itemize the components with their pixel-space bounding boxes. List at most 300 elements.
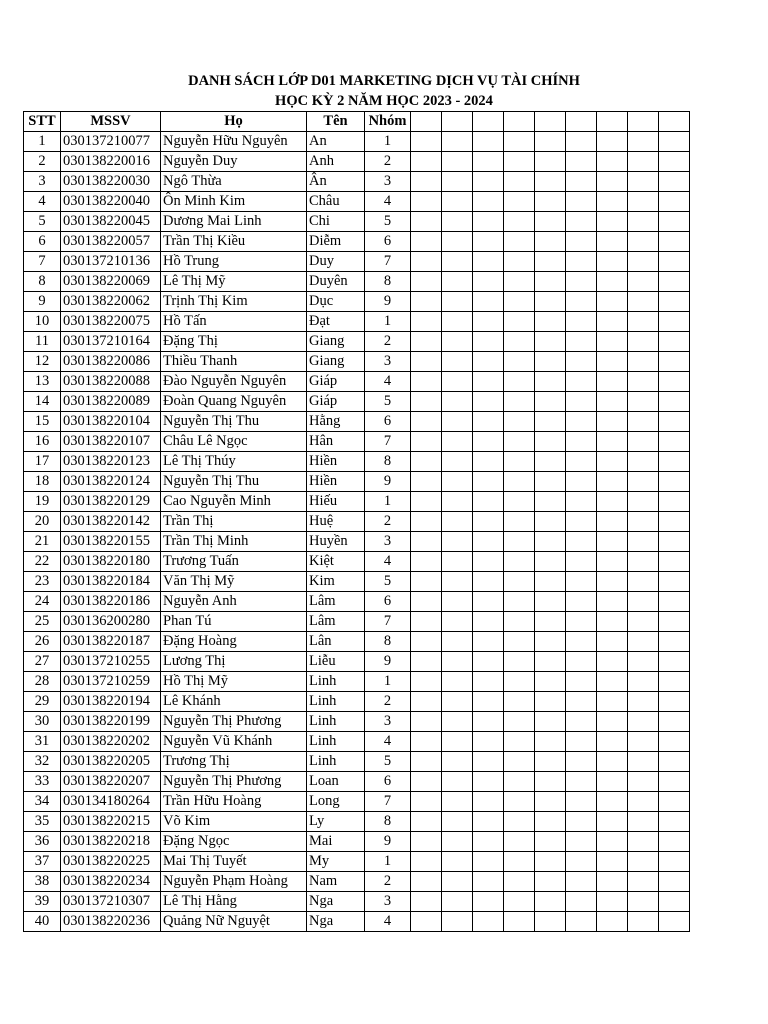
cell-ten: Nga [307, 912, 365, 932]
cell-blank [442, 192, 473, 212]
cell-nhom: 6 [365, 412, 411, 432]
table-row [24, 172, 690, 192]
cell-blank [535, 612, 566, 632]
cell-blank [442, 812, 473, 832]
cell-blank [659, 192, 690, 212]
cell-blank [504, 272, 535, 292]
cell-blank [659, 772, 690, 792]
cell-blank [411, 672, 442, 692]
cell-blank [566, 132, 597, 152]
cell-blank [659, 872, 690, 892]
cell-ho: Trần Thị Kiều [161, 232, 307, 252]
cell-stt: 37 [24, 852, 61, 872]
cell-blank [442, 712, 473, 732]
cell-blank [442, 152, 473, 172]
table-row [24, 392, 690, 412]
cell-nhom: 4 [365, 912, 411, 932]
cell-stt: 32 [24, 752, 61, 772]
cell-blank [504, 652, 535, 672]
table-header-row [24, 112, 690, 132]
cell-blank [566, 632, 597, 652]
cell-blank [504, 172, 535, 192]
cell-blank [504, 672, 535, 692]
cell-blank [566, 692, 597, 712]
cell-blank [535, 652, 566, 672]
cell-stt: 15 [24, 412, 61, 432]
cell-blank [659, 332, 690, 352]
cell-blank [628, 812, 659, 832]
cell-blank [442, 752, 473, 772]
cell-ten: Hằng [307, 412, 365, 432]
table-row [24, 472, 690, 492]
cell-blank [442, 692, 473, 712]
cell-blank [566, 152, 597, 172]
cell-blank [473, 412, 504, 432]
cell-blank [659, 272, 690, 292]
cell-blank [411, 812, 442, 832]
cell-blank [442, 572, 473, 592]
cell-blank [535, 432, 566, 452]
cell-stt: 8 [24, 272, 61, 292]
cell-blank [628, 652, 659, 672]
cell-ten: Giáp [307, 372, 365, 392]
cell-nhom: 9 [365, 652, 411, 672]
cell-blank [442, 872, 473, 892]
cell-blank [535, 172, 566, 192]
cell-blank [504, 452, 535, 472]
header-ho: Họ [161, 112, 307, 132]
cell-ho: Thiều Thanh [161, 352, 307, 372]
cell-blank [628, 292, 659, 312]
cell-blank [566, 672, 597, 692]
cell-ten: Hiền [307, 452, 365, 472]
cell-blank [597, 272, 628, 292]
cell-blank [535, 792, 566, 812]
table-row [24, 772, 690, 792]
table-row [24, 372, 690, 392]
cell-blank [628, 712, 659, 732]
cell-stt: 30 [24, 712, 61, 732]
cell-blank [628, 532, 659, 552]
cell-ten: Diễm [307, 232, 365, 252]
cell-blank [535, 312, 566, 332]
cell-stt: 38 [24, 872, 61, 892]
cell-blank [411, 552, 442, 572]
cell-blank [504, 852, 535, 872]
cell-blank [566, 412, 597, 432]
cell-ho: Nguyễn Thị Phương [161, 772, 307, 792]
cell-blank [504, 212, 535, 232]
cell-nhom: 1 [365, 492, 411, 512]
table-row [24, 892, 690, 912]
cell-mssv: 030138220040 [61, 192, 161, 212]
cell-blank [628, 832, 659, 852]
cell-blank [628, 632, 659, 652]
cell-blank [566, 212, 597, 232]
cell-ten: Duyên [307, 272, 365, 292]
cell-blank [628, 612, 659, 632]
cell-stt: 22 [24, 552, 61, 572]
cell-blank [411, 452, 442, 472]
cell-mssv: 030137210136 [61, 252, 161, 272]
cell-blank [473, 392, 504, 412]
cell-ten: Hiếu [307, 492, 365, 512]
cell-blank [473, 912, 504, 932]
cell-blank [473, 232, 504, 252]
cell-blank [535, 772, 566, 792]
cell-blank [566, 792, 597, 812]
header-blank [442, 112, 473, 132]
cell-blank [411, 312, 442, 332]
table-row [24, 872, 690, 892]
cell-blank [566, 612, 597, 632]
cell-blank [566, 432, 597, 452]
table-row [24, 592, 690, 612]
cell-blank [535, 532, 566, 552]
cell-blank [597, 412, 628, 432]
cell-blank [535, 512, 566, 532]
table-body [24, 132, 690, 932]
cell-blank [411, 252, 442, 272]
cell-blank [442, 372, 473, 392]
cell-blank [504, 472, 535, 492]
cell-blank [473, 532, 504, 552]
cell-blank [628, 392, 659, 412]
cell-blank [411, 272, 442, 292]
cell-blank [411, 512, 442, 532]
cell-blank [597, 532, 628, 552]
cell-blank [566, 392, 597, 412]
table-row [24, 792, 690, 812]
cell-stt: 9 [24, 292, 61, 312]
cell-nhom: 4 [365, 732, 411, 752]
cell-mssv: 030137210307 [61, 892, 161, 912]
cell-mssv: 030138220045 [61, 212, 161, 232]
cell-stt: 12 [24, 352, 61, 372]
cell-blank [473, 872, 504, 892]
cell-blank [473, 512, 504, 532]
cell-blank [535, 672, 566, 692]
cell-blank [628, 272, 659, 292]
header-blank [411, 112, 442, 132]
cell-mssv: 030138220030 [61, 172, 161, 192]
cell-blank [535, 372, 566, 392]
cell-blank [597, 452, 628, 472]
table-row [24, 512, 690, 532]
cell-blank [628, 732, 659, 752]
cell-nhom: 6 [365, 232, 411, 252]
cell-stt: 36 [24, 832, 61, 852]
cell-blank [411, 332, 442, 352]
cell-blank [442, 632, 473, 652]
cell-ho: Cao Nguyễn Minh [161, 492, 307, 512]
cell-blank [597, 472, 628, 492]
cell-blank [628, 432, 659, 452]
header-mssv: MSSV [61, 112, 161, 132]
cell-blank [411, 892, 442, 912]
cell-blank [659, 232, 690, 252]
cell-blank [411, 712, 442, 732]
cell-blank [628, 852, 659, 872]
cell-mssv: 030138220123 [61, 452, 161, 472]
cell-blank [411, 532, 442, 552]
cell-blank [504, 152, 535, 172]
cell-blank [597, 512, 628, 532]
table-row [24, 312, 690, 332]
table-row [24, 752, 690, 772]
cell-blank [659, 492, 690, 512]
cell-blank [473, 212, 504, 232]
cell-ten: An [307, 132, 365, 152]
cell-blank [473, 192, 504, 212]
cell-blank [442, 332, 473, 352]
cell-stt: 10 [24, 312, 61, 332]
cell-blank [442, 132, 473, 152]
cell-mssv: 030138220202 [61, 732, 161, 752]
header-blank [566, 112, 597, 132]
cell-nhom: 2 [365, 872, 411, 892]
table-row [24, 732, 690, 752]
cell-blank [628, 872, 659, 892]
cell-ho: Trần Hữu Hoàng [161, 792, 307, 812]
cell-blank [442, 472, 473, 492]
cell-blank [535, 852, 566, 872]
cell-ten: Nam [307, 872, 365, 892]
cell-ten: Giáp [307, 392, 365, 412]
cell-blank [535, 252, 566, 272]
cell-nhom: 9 [365, 832, 411, 852]
cell-blank [411, 752, 442, 772]
cell-mssv: 030138220207 [61, 772, 161, 792]
cell-blank [659, 672, 690, 692]
cell-blank [628, 692, 659, 712]
cell-blank [566, 272, 597, 292]
cell-ten: Kiệt [307, 552, 365, 572]
cell-blank [504, 312, 535, 332]
cell-stt: 5 [24, 212, 61, 232]
cell-blank [597, 792, 628, 812]
cell-blank [597, 712, 628, 732]
header-blank [473, 112, 504, 132]
cell-ho: Đào Nguyễn Nguyên [161, 372, 307, 392]
cell-blank [659, 312, 690, 332]
cell-blank [504, 592, 535, 612]
cell-ho: Phan Tú [161, 612, 307, 632]
cell-ho: Trương Tuấn [161, 552, 307, 572]
cell-blank [659, 752, 690, 772]
cell-blank [442, 912, 473, 932]
cell-ten: Ly [307, 812, 365, 832]
cell-blank [566, 192, 597, 212]
cell-blank [659, 732, 690, 752]
cell-blank [597, 352, 628, 372]
cell-blank [535, 552, 566, 572]
cell-blank [597, 312, 628, 332]
cell-blank [659, 532, 690, 552]
cell-nhom: 1 [365, 132, 411, 152]
cell-blank [411, 152, 442, 172]
cell-blank [566, 552, 597, 572]
cell-blank [628, 352, 659, 372]
cell-blank [535, 872, 566, 892]
table-row [24, 452, 690, 472]
table-row [24, 652, 690, 672]
cell-stt: 40 [24, 912, 61, 932]
table-row [24, 352, 690, 372]
cell-blank [473, 652, 504, 672]
cell-blank [411, 292, 442, 312]
cell-blank [659, 432, 690, 452]
cell-ho: Nguyễn Vũ Khánh [161, 732, 307, 752]
table-row [24, 812, 690, 832]
cell-blank [473, 172, 504, 192]
cell-mssv: 030137210077 [61, 132, 161, 152]
cell-blank [473, 692, 504, 712]
cell-ten: Huyền [307, 532, 365, 552]
cell-blank [442, 732, 473, 752]
cell-stt: 23 [24, 572, 61, 592]
cell-blank [442, 232, 473, 252]
cell-ten: Châu [307, 192, 365, 212]
cell-ten: Duy [307, 252, 365, 272]
cell-blank [597, 192, 628, 212]
cell-blank [597, 492, 628, 512]
cell-ho: Nguyễn Thị Thu [161, 412, 307, 432]
cell-blank [411, 392, 442, 412]
cell-stt: 34 [24, 792, 61, 812]
cell-ten: Ân [307, 172, 365, 192]
cell-blank [411, 192, 442, 212]
cell-blank [411, 772, 442, 792]
cell-blank [659, 512, 690, 532]
cell-ho: Võ Kim [161, 812, 307, 832]
table-row [24, 912, 690, 932]
cell-blank [566, 252, 597, 272]
cell-blank [597, 752, 628, 772]
cell-blank [597, 212, 628, 232]
cell-ho: Nguyễn Anh [161, 592, 307, 612]
cell-blank [535, 352, 566, 372]
header-blank [659, 112, 690, 132]
cell-blank [442, 492, 473, 512]
table-row [24, 252, 690, 272]
cell-ten: Liễu [307, 652, 365, 672]
cell-blank [659, 392, 690, 412]
cell-ten: My [307, 852, 365, 872]
cell-blank [659, 552, 690, 572]
cell-blank [628, 172, 659, 192]
cell-nhom: 9 [365, 472, 411, 492]
cell-ten: Mai [307, 832, 365, 852]
cell-blank [473, 752, 504, 772]
cell-blank [566, 732, 597, 752]
cell-blank [442, 252, 473, 272]
cell-blank [659, 792, 690, 812]
cell-blank [597, 732, 628, 752]
cell-blank [597, 292, 628, 312]
cell-blank [566, 332, 597, 352]
cell-blank [659, 172, 690, 192]
cell-blank [411, 432, 442, 452]
cell-blank [411, 632, 442, 652]
cell-blank [535, 712, 566, 732]
cell-blank [597, 372, 628, 392]
cell-ho: Châu Lê Ngọc [161, 432, 307, 452]
cell-blank [504, 512, 535, 532]
cell-blank [504, 332, 535, 352]
cell-blank [504, 632, 535, 652]
cell-blank [566, 512, 597, 532]
cell-ten: Đạt [307, 312, 365, 332]
cell-blank [504, 772, 535, 792]
cell-blank [442, 172, 473, 192]
cell-ten: Linh [307, 752, 365, 772]
cell-blank [566, 232, 597, 252]
cell-blank [504, 552, 535, 572]
cell-blank [628, 572, 659, 592]
cell-blank [628, 912, 659, 932]
cell-nhom: 2 [365, 332, 411, 352]
cell-blank [535, 232, 566, 252]
cell-blank [566, 772, 597, 792]
cell-blank [411, 692, 442, 712]
cell-blank [535, 892, 566, 912]
cell-blank [597, 172, 628, 192]
cell-ho: Trịnh Thị Kim [161, 292, 307, 312]
cell-blank [504, 892, 535, 912]
cell-ten: Giang [307, 332, 365, 352]
cell-blank [597, 692, 628, 712]
cell-blank [442, 612, 473, 632]
cell-blank [411, 352, 442, 372]
cell-blank [442, 312, 473, 332]
cell-blank [442, 292, 473, 312]
cell-blank [473, 332, 504, 352]
cell-blank [597, 632, 628, 652]
cell-blank [473, 812, 504, 832]
cell-ten: Hân [307, 432, 365, 452]
cell-blank [659, 612, 690, 632]
cell-blank [535, 692, 566, 712]
document-title: DANH SÁCH LỚP D01 MARKETING DỊCH VỤ TÀI CHÍNH [188, 73, 580, 89]
cell-blank [628, 512, 659, 532]
cell-blank [535, 912, 566, 932]
cell-blank [442, 272, 473, 292]
table-row [24, 632, 690, 652]
cell-blank [535, 632, 566, 652]
cell-blank [411, 572, 442, 592]
cell-nhom: 5 [365, 212, 411, 232]
cell-blank [504, 792, 535, 812]
cell-blank [473, 852, 504, 872]
cell-blank [566, 832, 597, 852]
cell-blank [411, 792, 442, 812]
cell-blank [597, 332, 628, 352]
cell-ho: Trần Thị Minh [161, 532, 307, 552]
cell-blank [597, 672, 628, 692]
cell-blank [411, 472, 442, 492]
cell-nhom: 2 [365, 512, 411, 532]
cell-blank [504, 132, 535, 152]
cell-blank [411, 872, 442, 892]
cell-blank [442, 452, 473, 472]
cell-blank [504, 812, 535, 832]
cell-ho: Lê Thị Hằng [161, 892, 307, 912]
cell-stt: 11 [24, 332, 61, 352]
cell-blank [411, 912, 442, 932]
cell-blank [442, 532, 473, 552]
cell-ho: Đoàn Quang Nguyên [161, 392, 307, 412]
